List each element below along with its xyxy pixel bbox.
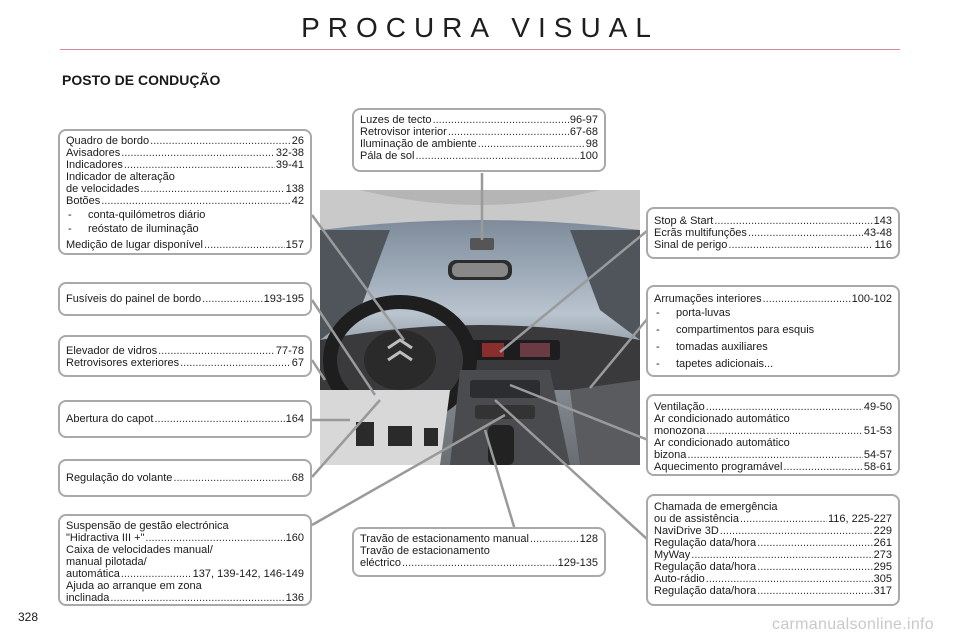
entry-pages: 77-78 [275,345,304,357]
index-entry [360,557,598,569]
entry-prefix: Caixa de velocidades manual/ [66,544,213,556]
index-entry [654,549,892,561]
entry-label: Elevador de vidros [66,345,158,357]
index-entry [66,357,304,369]
entry-pages: 32-38 [275,147,304,159]
index-entry [654,585,892,597]
bullet-text: reóstato de iluminação [88,223,199,235]
entry-pages: 317 [873,585,892,597]
index-entry [654,449,892,461]
entry-pages: 116 [874,239,892,251]
index-entry [654,513,892,525]
entry-pages: 67 [291,357,304,369]
bullet-text: compartimentos para esquis [676,324,815,336]
box-storage [646,285,900,377]
entry-prefix: Chamada de emergência [654,501,778,513]
entry-label: Retrovisor interior [360,126,447,138]
index-entry [360,138,598,150]
index-entry [654,239,892,251]
entry-pages: 51-53 [863,425,892,437]
index-entry [654,461,892,473]
bullet-item: - conta-quilómetros diário [68,209,206,221]
dashboard-illustration [320,190,640,465]
box-emergency-navigation [646,494,900,606]
entry-pages: 136 [285,592,304,604]
entry-label: eléctrico [360,557,401,569]
entry-pages: 26 [291,135,304,147]
entry-label: Arrumações interiores [654,293,762,305]
entry-prefix: Ar condicionado automático [654,437,790,449]
entry-pages: 138 [285,183,304,195]
entry-pages: 116, 225-227 [827,513,892,525]
index-entry [66,239,304,251]
entry-label: Aquecimento programável [654,461,783,473]
index-entry [654,561,892,573]
entry-label: Luzes de tecto [360,114,432,126]
box-bonnet [58,400,312,438]
entry-label: Pála de sol [360,150,415,162]
index-entry [360,150,598,162]
entry-pages: 100-102 [851,293,892,305]
entry-label: bizona [654,449,687,461]
index-entry [66,135,304,147]
entry-label: MyWay [654,549,691,561]
title-rule [60,49,900,50]
bullet-item: - compartimentos para esquis [656,324,815,336]
bullet-text: tapetes adicionais... [676,358,774,370]
page-number: 328 [18,610,39,624]
index-entry [654,425,892,437]
entry-label: Travão de estacionamento manual [360,533,529,545]
index-entry [654,227,892,239]
dashboard-photo [320,190,640,465]
entry-pages: 261 [873,537,892,549]
bullet-text: conta-quilómetros diário [88,209,206,221]
entry-label: Stop & Start [654,215,714,227]
entry-pages: 193-195 [263,293,304,305]
entry-label: Iluminação de ambiente [360,138,477,150]
box-suspension-gearbox [58,514,312,606]
entry-label: automática [66,568,120,580]
index-entry [66,568,304,580]
entry-pages: 67-68 [569,126,598,138]
bullet-item: - porta-luvas [656,307,731,319]
entry-label: Quadro de bordo [66,135,150,147]
box-fuses [58,282,312,316]
bullet-text: tomadas auxiliares [676,341,768,353]
entry-label: Avisadores [66,147,121,159]
watermark: carmanualsonline.info [772,616,934,633]
entry-label: "Hidractiva III +" [66,532,145,544]
entry-label: Fusíveis do painel de bordo [66,293,202,305]
entry-pages: 43-48 [863,227,892,239]
entry-pages: 157 [285,239,304,251]
entry-pages: 98 [585,138,598,150]
entry-label: Sinal de perigo [654,239,728,251]
index-entry [654,537,892,549]
entry-pages: 143 [873,215,892,227]
index-entry [360,114,598,126]
entry-label: de velocidades [66,183,140,195]
entry-label: Regulação do volante [66,472,173,484]
index-entry [66,472,304,484]
entry-pages: 58-61 [863,461,892,473]
index-entry [654,401,892,413]
entry-label: Abertura do capot [66,413,154,425]
entry-pages: 68 [291,472,304,484]
entry-label: inclinada [66,592,110,604]
entry-prefix: Travão de estacionamento [360,545,490,557]
entry-label: Regulação data/hora [654,537,757,549]
entry-label: Ventilação [654,401,705,413]
index-entry [66,345,304,357]
index-entry [66,592,304,604]
section-title: POSTO DE CONDUÇÃO [62,72,221,88]
box-roof [352,108,606,172]
entry-pages: 160 [285,532,304,544]
box-stop-start [646,207,900,259]
entry-label: Retrovisores exteriores [66,357,180,369]
index-entry [654,215,892,227]
entry-label: Botões [66,195,101,207]
entry-label: Medição de lugar disponível [66,239,203,251]
index-entry [66,147,304,159]
entry-prefix: manual pilotada/ [66,556,147,568]
entry-pages: 42 [291,195,304,207]
box-steering-wheel [58,459,312,497]
entry-prefix: Ajuda ao arranque em zona [66,580,202,592]
entry-pages: 137, 139-142, 146-149 [192,568,304,580]
page-title: PROCURA VISUAL [301,12,659,43]
index-entry [66,293,304,305]
index-entry [654,525,892,537]
entry-pages: 273 [873,549,892,561]
entry-pages: 229 [873,525,892,537]
index-entry [66,183,304,195]
entry-label: NaviDrive 3D [654,525,719,537]
entry-pages: 100 [579,150,598,162]
entry-pages: 129-135 [557,557,598,569]
entry-pages: 305 [873,573,892,585]
index-entry [654,573,892,585]
box-instrument-panel [58,129,312,255]
entry-pages: 164 [285,413,304,425]
entry-pages: 295 [873,561,892,573]
entry-pages: 54-57 [863,449,892,461]
index-entry [360,126,598,138]
entry-label: Indicadores [66,159,123,171]
entry-label: Regulação data/hora [654,585,757,597]
index-entry [654,293,892,305]
bullet-item: - tapetes adicionais... [656,358,774,370]
index-entry [66,413,304,425]
box-windows-mirrors [58,335,312,377]
index-entry [66,532,304,544]
entry-label: monozona [654,425,706,437]
entry-pages: 49-50 [863,401,892,413]
bullet-item: - tomadas auxiliares [656,341,768,353]
entry-prefix: Indicador de alteração [66,171,175,183]
index-entry [66,159,304,171]
entry-pages: 128 [579,533,598,545]
entry-label: Auto-rádio [654,573,705,585]
entry-label: Ecrãs multifunções [654,227,747,239]
bullet-item: - reóstato de iluminação [68,223,199,235]
box-parking-brake [352,527,606,577]
entry-label: Regulação data/hora [654,561,757,573]
bullet-text: porta-luvas [676,307,731,319]
entry-prefix: Suspensão de gestão electrónica [66,520,229,532]
index-entry [360,533,598,545]
index-entry [66,195,304,207]
entry-pages: 39-41 [275,159,304,171]
entry-label: ou de assistência [654,513,739,525]
entry-prefix: Ar condicionado automático [654,413,790,425]
entry-pages: 96-97 [569,114,598,126]
box-ventilation [646,394,900,476]
